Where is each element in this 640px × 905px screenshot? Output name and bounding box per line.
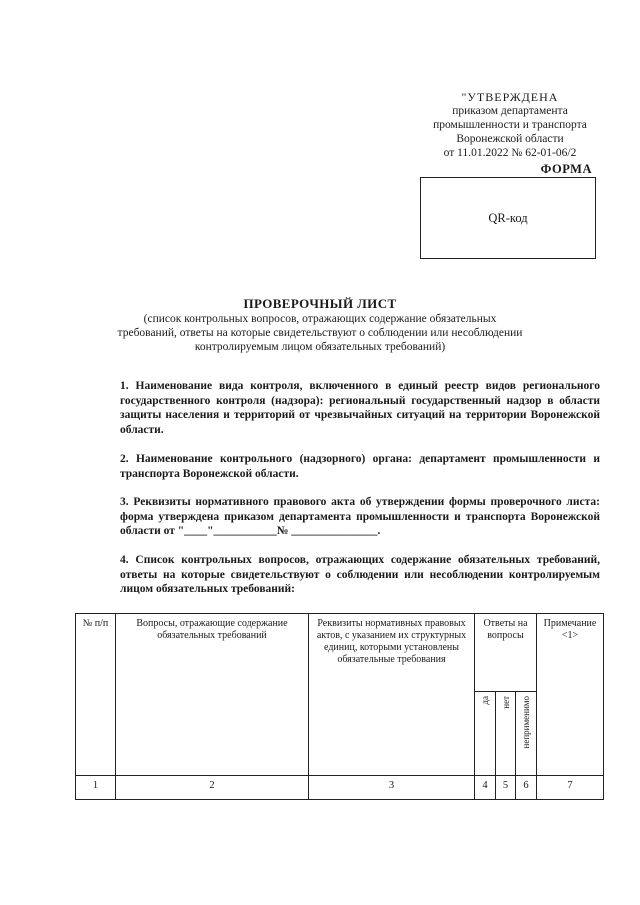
header-questions: Вопросы, отражающие содержание обязательных требований bbox=[116, 614, 309, 776]
header-requisites: Реквизиты нормативных правовых актов, с указанием их структурных единиц, которыми установлены обязательные требования bbox=[309, 614, 475, 776]
qr-code-placeholder bbox=[420, 177, 596, 259]
paragraph-legal-act: 3. Реквизиты нормативного правового акта об утверждении формы проверочного листа: форма утверждена приказом департамента промышленности и транспорта Воронежской области от "____"___________№ _______________. bbox=[120, 496, 600, 537]
column-number-7: 7 bbox=[537, 776, 604, 800]
table-row bbox=[76, 776, 604, 800]
approval-line-2: промышленности и транспорта bbox=[433, 119, 587, 131]
header-note: Примечание <1> bbox=[537, 614, 604, 776]
approval-block bbox=[420, 90, 600, 160]
answer-no-cell bbox=[496, 692, 516, 776]
column-number-1: 1 bbox=[76, 776, 116, 800]
document-title: ПРОВЕРОЧНЫЙ ЛИСТ bbox=[243, 296, 397, 311]
column-number-4: 4 bbox=[475, 776, 496, 800]
approval-line-3: Воронежской области bbox=[456, 133, 564, 145]
answer-yes-cell bbox=[475, 692, 496, 776]
answer-no-label: нет bbox=[500, 696, 511, 709]
approval-line-1: приказом департамента bbox=[452, 105, 568, 117]
answer-yes-label: да bbox=[480, 696, 490, 705]
document-subtitle: (список контрольных вопросов, отражающих содержание обязательных требований, ответы на которые свидетельствуют о соблюдении или несоблюдении контролируемым лицом обязательных требований) bbox=[117, 313, 523, 353]
form-label: ФОРМА bbox=[540, 162, 592, 176]
column-number-5: 5 bbox=[496, 776, 516, 800]
table-header-row bbox=[76, 614, 604, 692]
column-number-6: 6 bbox=[516, 776, 537, 800]
approval-header: "УТВЕРЖДЕНА bbox=[461, 90, 559, 104]
paragraph-question-list: 4. Список контрольных вопросов, отражающих содержание обязательных требований, ответы на которые свидетельствуют о соблюдении или несоблюдении контролируемым лицом обязательных требований: bbox=[120, 554, 600, 595]
column-number-2: 2 bbox=[116, 776, 309, 800]
paragraph-control-type: 1. Наименование вида контроля, включенного в единый реестр видов регионального государственного контроля (надзора): региональный государственный надзор в области защиты населения и территорий от чрезвычайных ситуаций на территории Воронежской области. bbox=[120, 380, 600, 436]
paragraph-authority: 2. Наименование контрольного (надзорного) органа: департамент промышленности и транспорта Воронежской области. bbox=[120, 453, 600, 480]
header-num: № п/п bbox=[76, 614, 116, 776]
qr-code-label: QR-код bbox=[488, 210, 528, 225]
checklist-table bbox=[75, 613, 604, 800]
answer-na-label: неприменимо bbox=[521, 696, 531, 749]
approval-line-4: от 11.01.2022 № 62-01-06/2 bbox=[443, 147, 577, 159]
header-answers: Ответы на вопросы bbox=[475, 614, 537, 692]
column-number-3: 3 bbox=[309, 776, 475, 800]
answer-na-cell bbox=[516, 692, 537, 776]
